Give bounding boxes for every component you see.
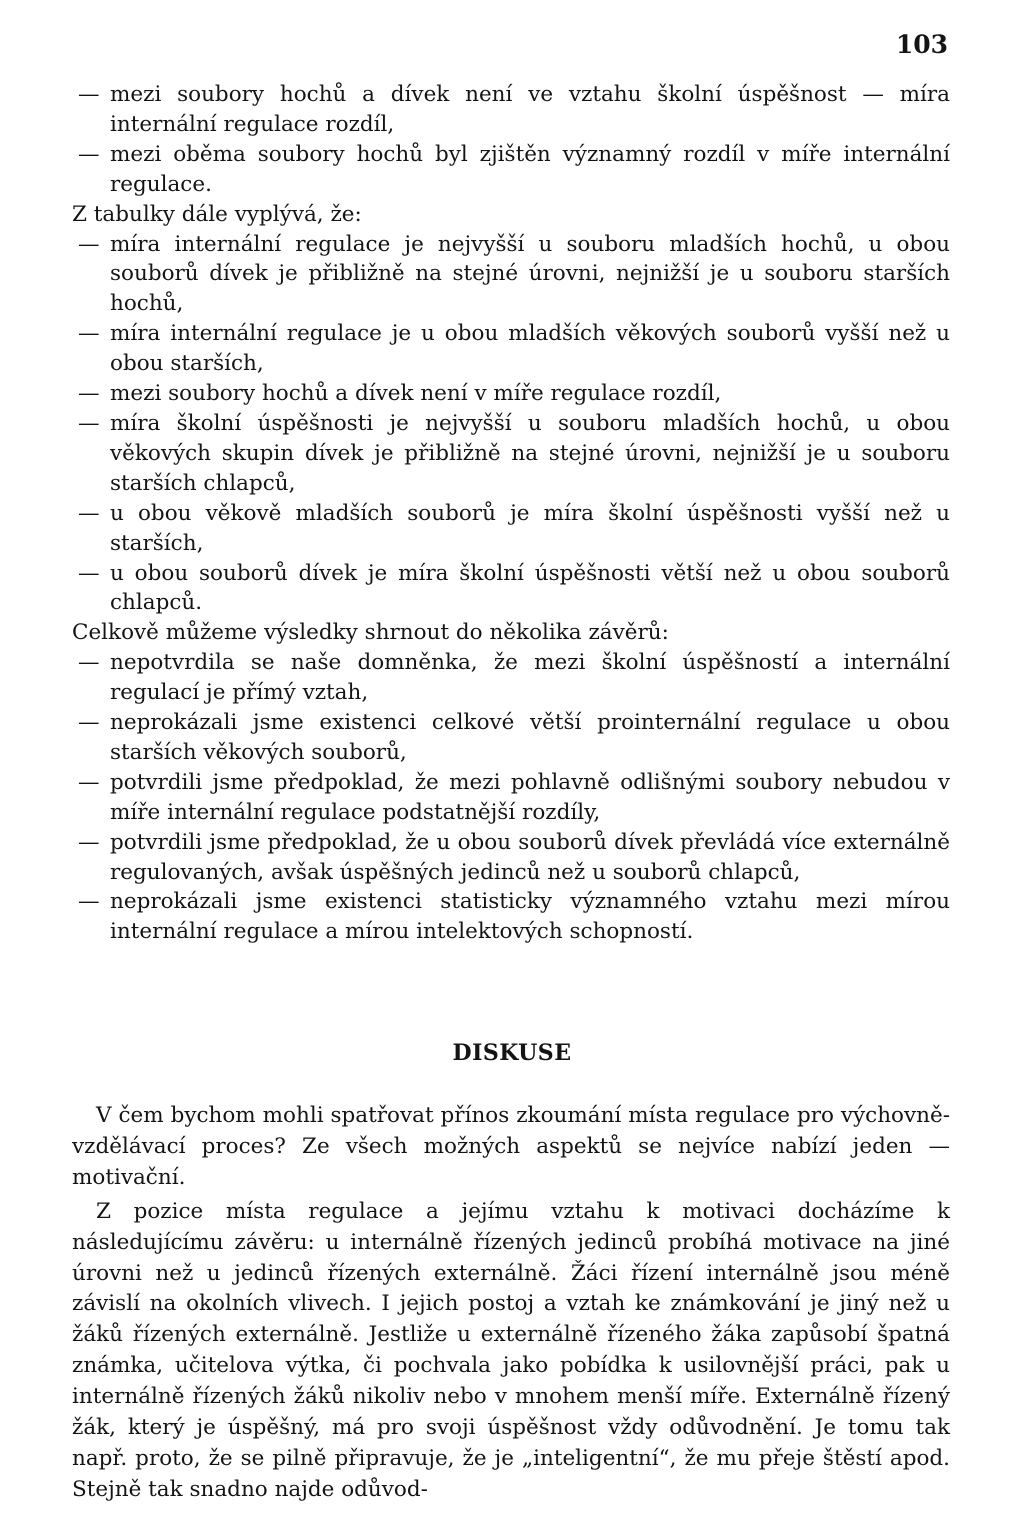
list-item <box>72 648 950 708</box>
dash-mark: — <box>78 889 100 915</box>
list-item <box>72 319 950 379</box>
list-item-text: nepotvrdila se naše domněnka, že mezi školní úspěšností a internální regulací je přímý vztah, <box>110 650 950 706</box>
dash-mark: — <box>78 769 100 795</box>
section-heading-diskuse: DISKUSE <box>452 1040 572 1066</box>
dash-mark: — <box>78 500 100 526</box>
list-item-text: míra internální regulace je nejvyšší u souboru mladších hochů, u obou souborů dívek je přibližně na stejné úrovni, nejnižší je u souboru starších hochů, <box>110 231 950 317</box>
list-item-text: u obou věkově mladších souborů je míra školní úspěšnosti vyšší než u starších, <box>110 500 950 556</box>
intro-conclusions: Celkově můžeme výsledky shrnout do několika závěrů: <box>72 620 669 646</box>
list-item <box>72 887 950 947</box>
dash-mark: — <box>78 381 100 407</box>
list-item-text: mezi soubory hochů a dívek není ve vztahu školní úspěšnost — míra internální regulace rozdíl, <box>110 82 950 137</box>
paragraph: Z pozice místa regulace a jejímu vztahu k motivaci docházíme k následujícímu závěru: u internálně řízených jedinců probíhá motivace na jiné úrovni než u jedinců řízených externálně. Žáci řízení internálně jsou méně závislí na okolních vlivech. I jejich postoj a vztah ke známkování je jiný než u žáků řízených externálně. Jestliže u externálně řízeného žáka zapůsobí špatná známka, učitelova výtka, či pochvala jako pobídka k usilovnější práci, pak u internálně řízených žáků nikoliv nebo v mnohem menší míře. Externálně řízený žák, který je úspěšný, má pro svoji úspěšnost vždy odůvodnění. Je tomu tak např. proto, že se pilně připravuje, že je „inteligentní“, že mu přeje štěstí apod. Stejně tak snadno najde odůvod- <box>72 1198 950 1502</box>
list-item <box>72 140 950 200</box>
list-item-text: potvrdili jsme předpoklad, že u obou souborů dívek převládá více externálně regulovaných, avšak úspěšných jedinců než u souborů chlapců, <box>110 829 950 885</box>
dash-mark: — <box>78 321 100 347</box>
dash-mark: — <box>78 829 100 855</box>
dash-mark: — <box>78 710 100 736</box>
list-item-text: míra internální regulace je u obou mladších věkových souborů vyšší než u obou starších, <box>110 321 950 377</box>
list-item <box>72 230 950 320</box>
list-item-text: neprokázali jsme existenci celkové větší prointernální regulace u obou starších věkových souborů, <box>110 710 950 765</box>
list-item <box>72 80 950 140</box>
list-item <box>72 768 950 828</box>
list-c <box>72 648 950 947</box>
page-number: 103 <box>895 30 948 59</box>
list-item <box>72 559 950 619</box>
dash-mark: — <box>78 410 100 436</box>
dash-mark: — <box>78 141 100 167</box>
results-section <box>72 80 950 947</box>
list-item-text: mezi oběma soubory hochů byl zjištěn významný rozdíl v míře internální regulace. <box>110 141 950 197</box>
list-item <box>72 708 950 768</box>
list-item-text: potvrdili jsme předpoklad, že mezi pohlavně odlišnými soubory nebudou v míře internální regulace podstatnější rozdíly, <box>110 769 950 825</box>
list-item-text: neprokázali jsme existenci statisticky významného vztahu mezi mírou internální regulace a mírou intelektových schopností. <box>110 889 950 945</box>
discussion-section <box>72 1101 950 1506</box>
list-b <box>72 230 950 619</box>
list-item-text: mezi soubory hochů a dívek není v míře regulace rozdíl, <box>110 381 722 407</box>
list-item <box>72 379 950 409</box>
intro-table-summary: Z tabulky dále vyplývá, že: <box>72 201 362 227</box>
list-a <box>72 80 950 200</box>
dash-mark: — <box>78 231 100 257</box>
list-item <box>72 409 950 499</box>
list-item-text: u obou souborů dívek je míra školní úspěšnosti větší než u obou souborů chlapců. <box>110 560 950 616</box>
list-item <box>72 828 950 888</box>
list-item-text: míra školní úspěšnosti je nejvyšší u souboru mladších hochů, u obou věkových skupin dívek je přibližně na stejné úrovni, nejnižší je u souboru starších chlapců, <box>110 410 950 496</box>
paragraph: V čem bychom mohli spatřovat přínos zkoumání místa regulace pro výchovně-vzdělávací proces? Ze všech možných aspektů se nejvíce nabízí jeden — motivační. <box>72 1103 950 1190</box>
list-item <box>72 499 950 559</box>
dash-mark: — <box>78 82 100 107</box>
dash-mark: — <box>78 650 100 676</box>
dash-mark: — <box>78 560 100 586</box>
